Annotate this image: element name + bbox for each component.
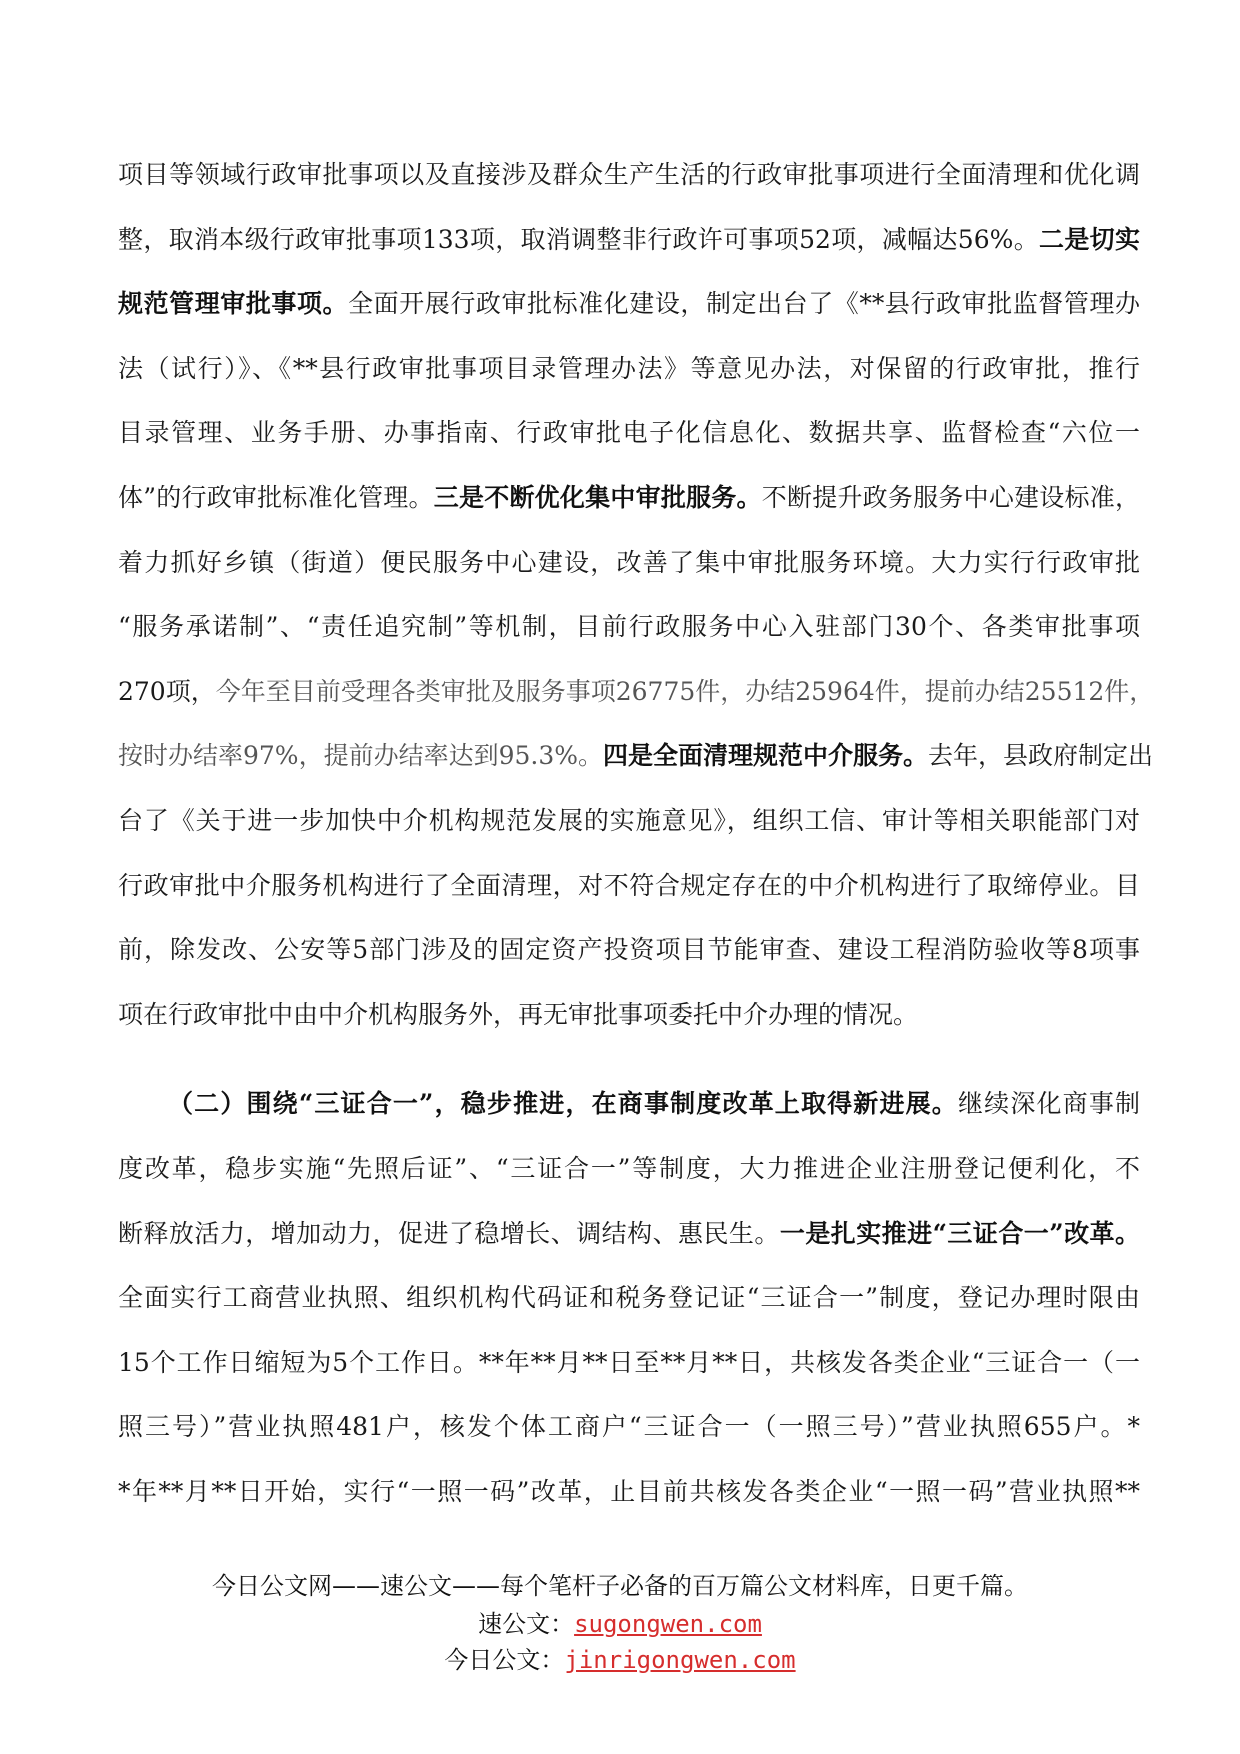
text-line: 按时办结率97%，提前办结率达到95.3%。四是全面清理规范中介服务。去年，县政府制定出	[118, 741, 1154, 771]
text-line: 270项，今年至目前受理各类审批及服务事项26775件，办结25964件，提前办结25512件，	[118, 676, 1155, 706]
document-body	[118, 143, 1155, 1524]
text-line: 全面实行工商营业执照、组织机构代码证和税务登记证“三证合一”制度，登记办理时限由	[118, 1283, 1140, 1313]
text-line: *年**月**日开始，实行“一照一码”改革，止目前共核发各类企业“一照一码”营业执照**	[118, 1476, 1140, 1506]
sugongwen-link[interactable]: sugongwen.com	[574, 1610, 762, 1638]
footer-tagline: 今日公文网——速公文——每个笔杆子必备的百万篇公文材料库，日更千篇。	[212, 1572, 1028, 1600]
text-line: “服务承诺制”、“责任追究制”等机制，目前行政服务中心入驻部门30个、各类审批事项	[118, 612, 1140, 642]
text-line: 项在行政审批中由中介机构服务外，再无审批事项委托中介办理的情况。	[118, 999, 919, 1029]
text-line: 台了《关于进一步加快中介机构规范发展的实施意见》，组织工信、审计等相关职能部门对	[118, 805, 1140, 835]
text-line: 断释放活力，增加动力，促进了稳增长、调结构、惠民生。一是扎实推进“三证合一”改革。	[118, 1218, 1140, 1248]
jinrigongwen-link[interactable]: jinrigongwen.com	[564, 1646, 796, 1674]
paragraph-gap	[118, 1047, 1140, 1072]
bold-heading: 规范管理审批事项。	[118, 289, 349, 319]
section-heading: （二）围绕“三证合一”，稳步推进，在商事制度改革上取得新进展。	[168, 1089, 958, 1119]
text-line: 法（试行）》、《**县行政审批事项目录管理办法》等意见办法，对保留的行政审批，推行	[118, 353, 1140, 383]
text-line: 前，除发改、公安等5部门涉及的固定资产投资项目节能审查、建设工程消防验收等8项事	[118, 935, 1140, 965]
text-line: 规范管理审批事项。全面开展行政审批标准化建设，制定出台了《**县行政审批监督管理办	[118, 289, 1140, 319]
text-line: 目录管理、业务手册、办事指南、行政审批电子化信息化、数据共享、监督检查“六位一	[118, 418, 1140, 448]
text-line: 照三号）”营业执照481户，核发个体工商户“三证合一（一照三号）”营业执照655户。*	[118, 1412, 1140, 1442]
paragraph-review-approval	[118, 143, 1155, 1047]
footer-site-label: 今日公文：	[444, 1646, 565, 1674]
bold-heading: 三是不断优化集中审批服务。	[433, 482, 762, 512]
bold-heading: 二是切实	[1039, 224, 1140, 254]
text-line: 体”的行政审批标准化管理。三是不断优化集中审批服务。不断提升政务服务中心建设标准，	[118, 482, 1140, 512]
bold-heading: 一是扎实推进“三证合一”改革。	[779, 1218, 1140, 1248]
text-line: 度改革，稳步实施“先照后证”、“三证合一”等制度，大力推进企业注册登记便利化，不	[118, 1153, 1140, 1183]
text-line: 项目等领域行政审批事项以及直接涉及群众生产生活的行政审批事项进行全面清理和优化调	[118, 160, 1140, 189]
text-line: 整，取消本级行政审批事项133项，取消调整非行政许可事项52项，减幅达56%。二是切实	[118, 224, 1140, 254]
paragraph-business-reform	[118, 1072, 1140, 1524]
footer-site-sugongwen	[0, 1604, 1240, 1639]
footer-site-jinrigongwen	[0, 1640, 1240, 1675]
text-line: 着力抓好乡镇（街道）便民服务中心建设，改善了集中审批服务环境。大力实行行政审批	[118, 547, 1140, 577]
footer-site-label: 速公文：	[478, 1610, 575, 1638]
text-line: （二）围绕“三证合一”，稳步推进，在商事制度改革上取得新进展。继续深化商事制	[168, 1089, 1140, 1119]
text-line: 15个工作日缩短为5个工作日。**年**月**日至**月**日，共核发各类企业“三证合一（一	[118, 1347, 1140, 1377]
text-line: 行政审批中介服务机构进行了全面清理，对不符合规定存在的中介机构进行了取缔停业。目	[118, 870, 1140, 900]
bold-heading: 四是全面清理规范中介服务。	[603, 741, 929, 771]
